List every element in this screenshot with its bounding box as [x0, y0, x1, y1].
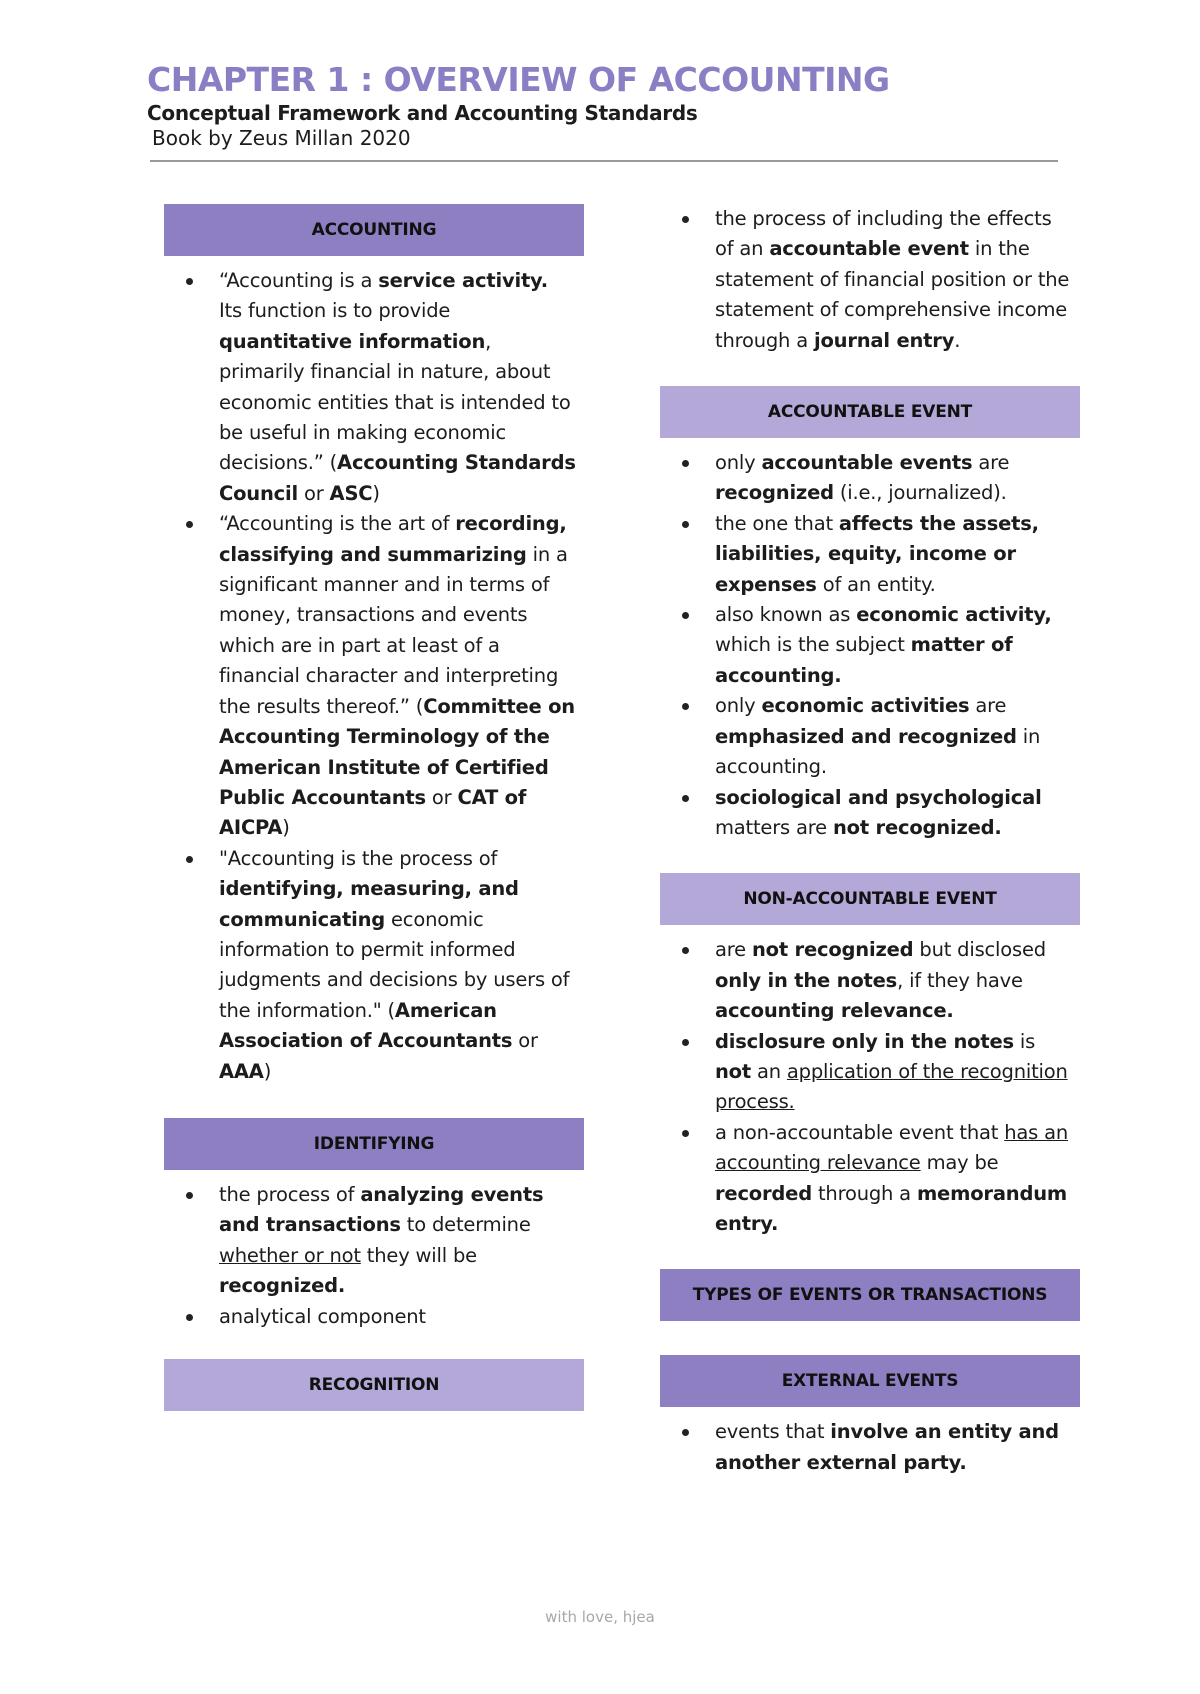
section-heading-identifying: IDENTIFYING: [164, 1118, 584, 1170]
list-item: “Accounting is a service activity. Its function is to provide quantitative information, primarily financial in nature, about economic entities that is intended to be useful in making economic decisions.” (Accounting Standards Council or ASC): [164, 266, 584, 509]
section-heading-accounting: ACCOUNTING: [164, 204, 584, 256]
page-title: CHAPTER 1 : OVERVIEW OF ACCOUNTING: [147, 60, 890, 99]
list-item: disclosure only in the notes is not an application of the recognition process.: [660, 1027, 1080, 1118]
section-heading-recognition: RECOGNITION: [164, 1359, 584, 1411]
list-item: the one that affects the assets, liabilities, equity, income or expenses of an entity.: [660, 509, 1080, 600]
section-heading-types-of-events: TYPES OF EVENTS OR TRANSACTIONS: [660, 1269, 1080, 1321]
non-accountable-event-list: [660, 935, 1080, 1239]
list-item: sociological and psychological matters are not recognized.: [660, 783, 1080, 844]
list-item: events that involve an entity and another external party.: [660, 1417, 1080, 1478]
list-item: only economic activities are emphasized and recognized in accounting.: [660, 691, 1080, 782]
left-column: [164, 204, 584, 1411]
page-subtitle: Conceptual Framework and Accounting Standards: [147, 101, 698, 125]
recognition-list: [660, 204, 1080, 356]
list-item: a non-accountable event that has an accounting relevance may be recorded through a memorandum entry.: [660, 1118, 1080, 1240]
section-heading-accountable-event: ACCOUNTABLE EVENT: [660, 386, 1080, 438]
section-heading-external-events: EXTERNAL EVENTS: [660, 1355, 1080, 1407]
list-item: also known as economic activity, which is the subject matter of accounting.: [660, 600, 1080, 691]
accountable-event-list: [660, 448, 1080, 843]
list-item: only accountable events are recognized (i.e., journalized).: [660, 448, 1080, 509]
section-heading-non-accountable-event: NON-ACCOUNTABLE EVENT: [660, 873, 1080, 925]
list-item: are not recognized but disclosed only in the notes, if they have accounting relevance.: [660, 935, 1080, 1026]
page-header: [147, 60, 1059, 150]
header-divider: [150, 160, 1058, 162]
list-item: "Accounting is the process of identifying, measuring, and communicating economic information to permit informed judgments and decisions by users of the information." (American Association of Accountants or AAA): [164, 844, 584, 1087]
external-events-list: [660, 1417, 1080, 1478]
page-footer: with love, hjea: [545, 1608, 655, 1626]
list-item: the process of including the effects of an accountable event in the statement of financial position or the statement of comprehensive income through a journal entry.: [660, 204, 1080, 356]
list-item: analytical component: [164, 1302, 584, 1332]
list-item: “Accounting is the art of recording, classifying and summarizing in a significant manner and in terms of money, transactions and events which are in part at least of a financial character and interpreting the results thereof.” (Committee on Accounting Terminology of the American Institute of Certified Public Accountants or CAT of AICPA): [164, 509, 584, 843]
list-item: the process of analyzing events and transactions to determine whether or not they will be recognized.: [164, 1180, 584, 1302]
book-author: Book by Zeus Millan 2020: [152, 126, 411, 150]
identifying-list: [164, 1180, 584, 1332]
accounting-definitions: [164, 266, 584, 1087]
right-column: [660, 204, 1080, 1478]
